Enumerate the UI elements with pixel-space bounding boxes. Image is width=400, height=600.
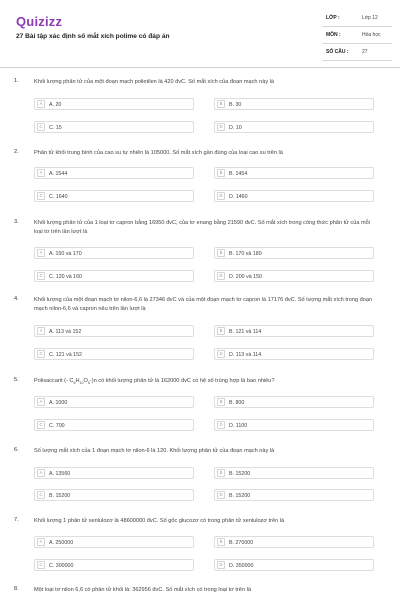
option-c[interactable] xyxy=(34,348,194,360)
option-text: D. 113 và 114 xyxy=(229,351,262,358)
option-text: D. 350000 xyxy=(229,562,254,569)
page-title: 27 Bài tập xác định số mắt xích polime có đáp án xyxy=(16,33,170,40)
option-letter: B xyxy=(217,469,225,477)
option-letter: B xyxy=(217,100,225,108)
option-letter: A xyxy=(37,469,45,477)
option-a[interactable] xyxy=(34,167,194,179)
option-letter: A xyxy=(37,100,45,108)
option-letter: A xyxy=(37,538,45,546)
option-text: B. 170 và 180 xyxy=(229,250,262,257)
formula-text: O xyxy=(83,378,88,384)
option-text: B. 15200 xyxy=(229,470,251,477)
option-letter: B xyxy=(217,398,225,406)
option-b[interactable] xyxy=(214,325,374,337)
option-b[interactable] xyxy=(214,98,374,110)
option-d[interactable] xyxy=(214,121,374,133)
meta-value: Lớp 12 xyxy=(362,15,378,21)
option-letter: D xyxy=(217,123,225,131)
option-letter: D xyxy=(217,192,225,200)
option-letter: C xyxy=(37,491,45,499)
option-text: C. 15 xyxy=(49,124,62,131)
option-c[interactable] xyxy=(34,419,194,431)
question-number: 6. xyxy=(14,447,19,453)
option-d[interactable] xyxy=(214,190,374,202)
option-letter: C xyxy=(37,421,45,429)
option-text: C. 300000 xyxy=(49,562,74,569)
option-text: A. 250000 xyxy=(49,539,74,546)
meta-value: Hóa học xyxy=(362,32,381,38)
question-text: Khối lượng của một đoạn mạch tơ nilon-6,6 là 27346 đvC và của một đoạn mạch tơ capron là 17176 đvC. Số lượng mắt xích trong đoạn mạch nilon-6,6 và capron nêu trên lần lượt là xyxy=(34,297,373,312)
question-text: Một loại tơ nilon 6,6 có phân tử khối là: 362956 đvC. Số mắt xích có trong loại tơ trên là xyxy=(34,587,251,593)
formula-subscript: 10 xyxy=(79,381,84,386)
question-number: 8. xyxy=(14,586,19,592)
option-letter: B xyxy=(217,538,225,546)
formula-text: -)n có khối lượng phân tử là 162000 đvC có hệ số trùng hợp là bao nhiêu? xyxy=(89,378,275,384)
option-c[interactable] xyxy=(34,559,194,571)
meta-value: 27 xyxy=(362,49,368,55)
option-letter: C xyxy=(37,192,45,200)
option-a[interactable] xyxy=(34,467,194,479)
option-letter: C xyxy=(37,561,45,569)
option-text: A. 113 và 152 xyxy=(49,328,82,335)
formula-text: Polisaccarit (- C xyxy=(34,378,74,384)
question-number: 1. xyxy=(14,78,19,84)
option-text: D. 1460 xyxy=(229,193,248,200)
meta-label: MÔN : xyxy=(326,32,341,38)
option-text: B. 121 và 114 xyxy=(229,328,262,335)
option-a[interactable] xyxy=(34,247,194,259)
option-a[interactable] xyxy=(34,98,194,110)
question-number: 2. xyxy=(14,149,19,155)
option-letter: A xyxy=(37,169,45,177)
question-number: 3. xyxy=(14,219,19,225)
option-text: B. 15200 xyxy=(229,492,251,499)
option-letter: B xyxy=(217,249,225,257)
option-c[interactable] xyxy=(34,121,194,133)
formula-subscript: 6 xyxy=(73,381,76,386)
option-text: A. 13560 xyxy=(49,470,71,477)
option-letter: D xyxy=(217,421,225,429)
option-letter: B xyxy=(217,169,225,177)
option-text: B. 1454 xyxy=(229,170,248,177)
formula-text: H xyxy=(75,378,80,384)
question-text: Khối lượng 1 phân tử xenlulozơ là 48600000 đvC. Số gốc glucozơ có trong phân tử xenlulozơ trên là xyxy=(34,518,285,524)
question-text: Khối lượng phân tử của một đoạn mạch polietilen là 420 đvC. Số mắt xích của đoạn mạch này là xyxy=(34,79,275,85)
option-text: A. 20 xyxy=(49,101,62,108)
option-text: B. 15200 xyxy=(49,492,71,499)
option-text: C. 1640 xyxy=(49,193,68,200)
meta-row-count xyxy=(322,46,392,61)
meta-table xyxy=(322,12,392,63)
option-letter: C xyxy=(37,272,45,280)
option-d[interactable] xyxy=(214,419,374,431)
option-text: C. 121 và 152 xyxy=(49,351,82,358)
question-number: 4. xyxy=(14,296,19,302)
option-text: D. 200 và 150 xyxy=(229,273,262,280)
meta-row-class xyxy=(322,12,392,27)
question-text: Số lượng mắt xích của 1 đoạn mạch tơ nilon-6 là 120. Khối lượng phân tử của đoạn mạch này là xyxy=(34,448,275,454)
option-letter: A xyxy=(37,249,45,257)
meta-row-subject xyxy=(322,29,392,44)
option-letter: D xyxy=(217,491,225,499)
option-letter: C xyxy=(37,350,45,358)
meta-label: SỐ CÂU : xyxy=(326,49,349,55)
option-letter: B xyxy=(217,327,225,335)
option-b[interactable] xyxy=(214,536,374,548)
option-a[interactable] xyxy=(34,396,194,408)
option-text: B. 800 xyxy=(229,399,245,406)
option-text: C. 700 xyxy=(49,422,65,429)
option-text: D. 10 xyxy=(229,124,242,131)
option-letter: C xyxy=(37,123,45,131)
quizizz-logo: Quizizz xyxy=(16,14,63,29)
option-b[interactable] xyxy=(214,467,374,479)
option-letter: A xyxy=(37,398,45,406)
option-d[interactable] xyxy=(214,270,374,282)
question-number: 5. xyxy=(14,377,19,383)
question-number: 7. xyxy=(14,517,19,523)
option-text: C. 120 và 160 xyxy=(49,273,82,280)
option-letter: D xyxy=(217,350,225,358)
question-text xyxy=(34,377,374,388)
option-c[interactable] xyxy=(34,489,194,501)
header-divider xyxy=(0,67,400,68)
option-letter: A xyxy=(37,327,45,335)
option-c[interactable] xyxy=(34,270,194,282)
option-d[interactable] xyxy=(214,489,374,501)
option-b[interactable] xyxy=(214,247,374,259)
formula-subscript: 5 xyxy=(87,381,90,386)
option-d[interactable] xyxy=(214,559,374,571)
option-text: A. 1544 xyxy=(49,170,68,177)
option-d[interactable] xyxy=(214,348,374,360)
option-text: B. 270000 xyxy=(229,539,254,546)
option-letter: D xyxy=(217,561,225,569)
option-b[interactable] xyxy=(214,167,374,179)
option-c[interactable] xyxy=(34,190,194,202)
option-a[interactable] xyxy=(34,325,194,337)
option-letter: D xyxy=(217,272,225,280)
question-text: Khối lượng phân tử của 1 loại tơ capron bằng 16950 đvC, của tơ enang bằng 21590 đvC. Số mắt xích trong công thức phân tử của mỗi loại tơ trên lần lượt là xyxy=(34,220,371,235)
option-text: D. 1100 xyxy=(229,422,248,429)
option-text: A. 150 và 170 xyxy=(49,250,82,257)
question-text: Phân tử khối trung bình của cao su tự nhiên là 105000. Số mắt xích gần đúng của loại cao su trên là xyxy=(34,150,283,156)
meta-label: LỚP : xyxy=(326,15,340,21)
option-text: B. 30 xyxy=(229,101,242,108)
option-a[interactable] xyxy=(34,536,194,548)
option-text: A. 1000 xyxy=(49,399,68,406)
header xyxy=(0,0,400,70)
option-b[interactable] xyxy=(214,396,374,408)
